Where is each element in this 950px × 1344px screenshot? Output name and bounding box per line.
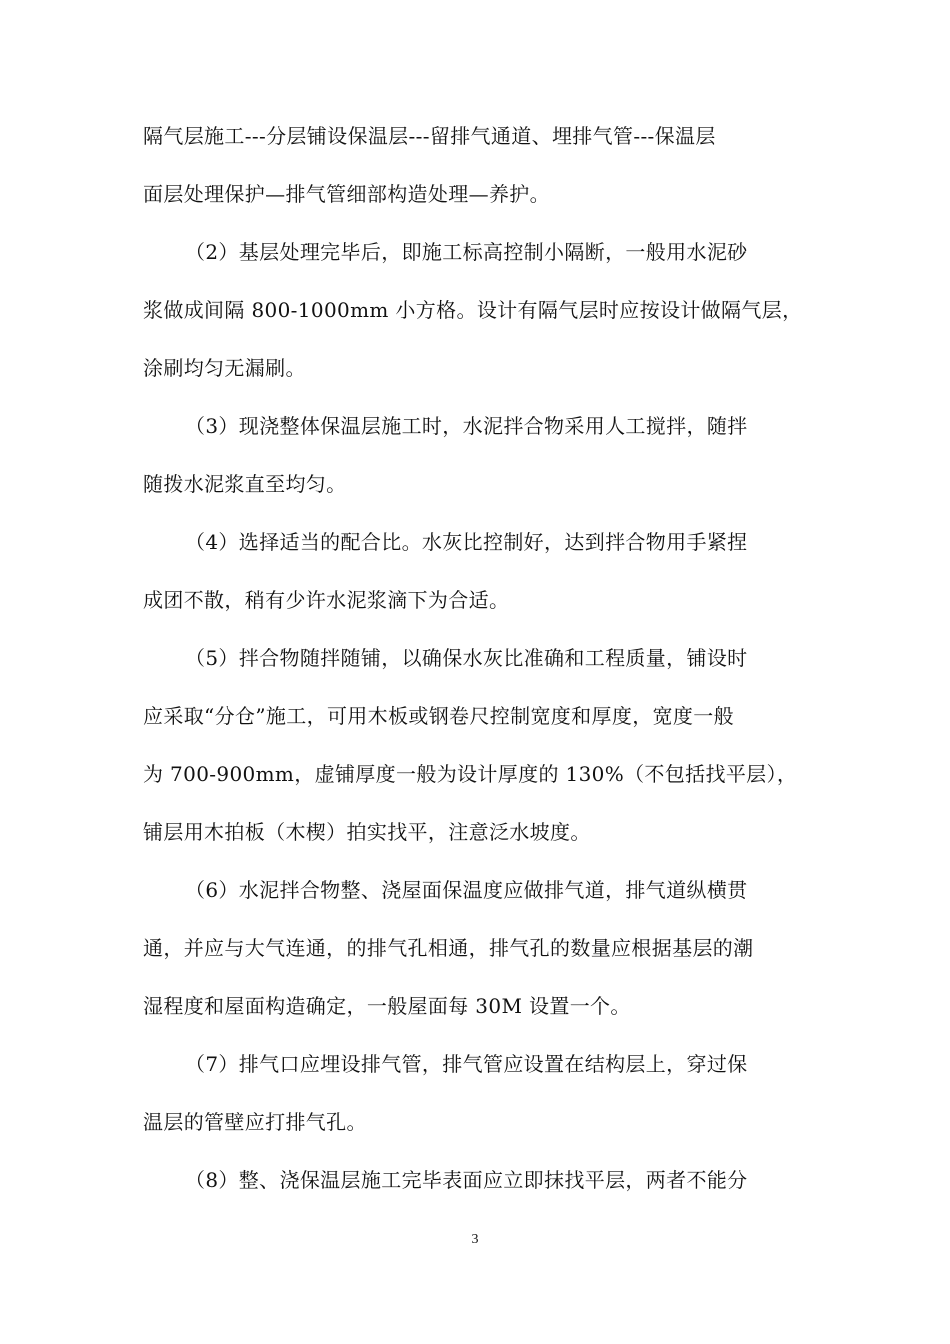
- paragraph-7-start: （7）排气口应埋设排气管，排气管应设置在结构层上，穿过保: [185, 1052, 748, 1076]
- text-line: 应采取“分仓”施工，可用木板或钢卷尺控制宽度和厚度，宽度一般: [143, 704, 734, 728]
- text-line: 浆做成间隔 800-1000mm 小方格。设计有隔气层时应按设计做隔气层，: [143, 298, 803, 322]
- text-line: 隔气层施工---分层铺设保温层---留排气通道、埋排气管---保温层: [143, 124, 716, 148]
- text-line: 铺层用木拍板（木楔）拍实找平，注意泛水坡度。: [143, 820, 591, 844]
- text-line: 成团不散，稍有少许水泥浆滴下为合适。: [143, 588, 510, 612]
- text-line: 涂刷均匀无漏刷。: [143, 356, 306, 380]
- text-line: 通，并应与大气连通，的排气孔相通，排气孔的数量应根据基层的潮: [143, 936, 754, 960]
- text-line: 为 700-900mm，虚铺厚度一般为设计厚度的 130%（不包括找平层），: [143, 762, 798, 786]
- paragraph-8-start: （8）整、浇保温层施工完毕表面应立即抹找平层，两者不能分: [185, 1168, 748, 1192]
- paragraph-4-start: （4）选择适当的配合比。水灰比控制好，达到拌合物用手紧捏: [185, 530, 748, 554]
- text-line: 随拨水泥浆直至均匀。: [143, 472, 347, 496]
- paragraph-3-start: （3）现浇整体保温层施工时，水泥拌合物采用人工搅拌，随拌: [185, 414, 748, 438]
- text-line: 温层的管壁应打排气孔。: [143, 1110, 367, 1134]
- paragraph-6-start: （6）水泥拌合物整、浇屋面保温度应做排气道，排气道纵横贯: [185, 878, 748, 902]
- text-line: 面层处理保护—排气管细部构造处理—养护。: [143, 182, 550, 206]
- body-text: [143, 112, 823, 1214]
- text-line: 湿程度和屋面构造确定，一般屋面每 30M 设置一个。: [143, 994, 631, 1018]
- paragraph-2-start: （2）基层处理完毕后，即施工标高控制小隔断，一般用水泥砂: [185, 240, 748, 264]
- paragraph-5-start: （5）拌合物随拌随铺，以确保水灰比准确和工程质量，铺设时: [185, 646, 748, 670]
- page-number: 3: [471, 1232, 479, 1247]
